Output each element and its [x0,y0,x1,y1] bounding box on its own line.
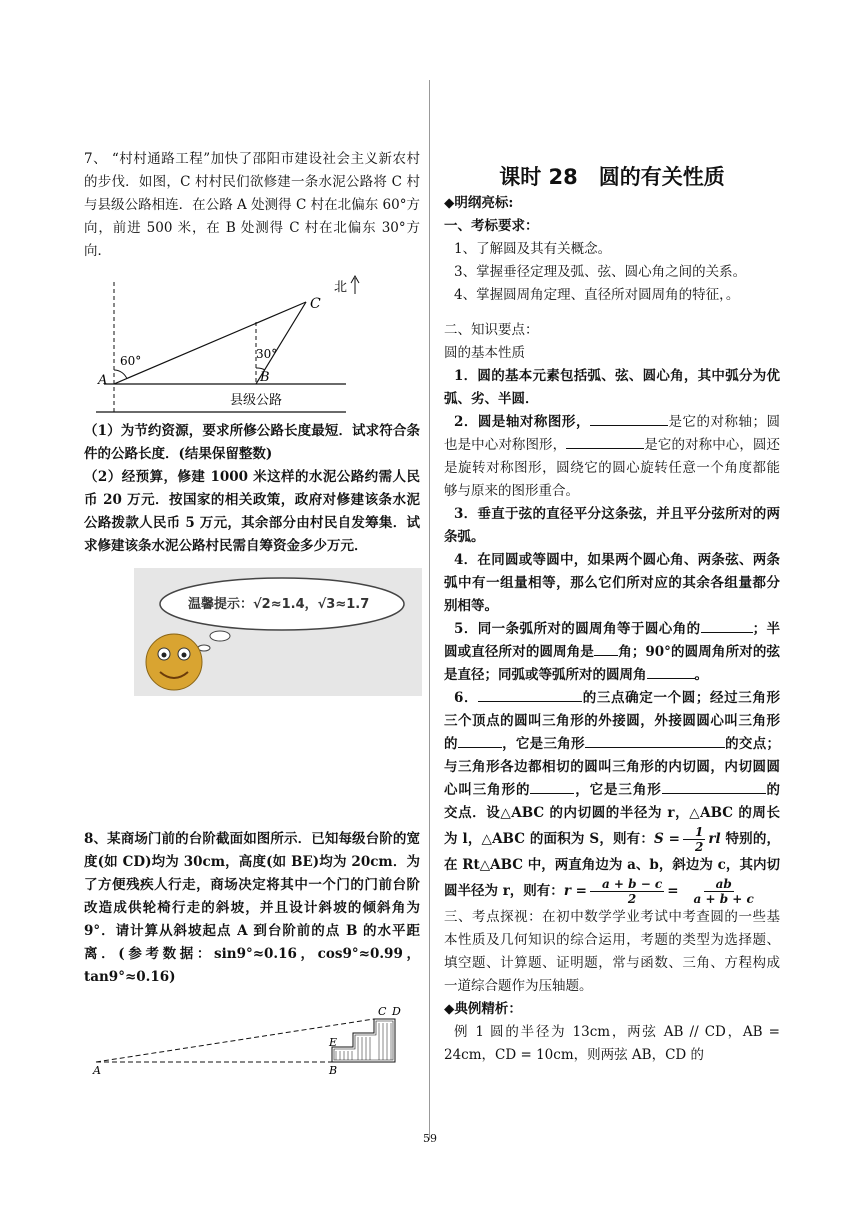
section-subheader-1: 一、考标要求： [444,218,539,234]
k6-text-a: 6． [454,690,479,706]
k2-text-a: 2．圆是轴对称图形， [454,414,590,430]
k2-blank-2 [566,434,644,449]
k6-text-b: 的三点确定一个圆；经过三角形三个顶点的圆叫三角形的外接圆，外接圆圆心叫三角形的 [444,690,780,752]
section-3: 三、考点探视：在初中数学学业考试中考查圆的一些基本性质及几何知识的综合运用，考题的类型为选择题、填空题、计算题、证明题，常与函数、三角、方程构成一道综合题作为压轴题。 [444,909,780,994]
road-label: 县级公路 [230,393,283,408]
k5-text-d: 。 [694,667,708,683]
k5-blank-1 [701,618,753,633]
knowledge-point-2 [444,411,780,503]
fraction-half [683,825,705,854]
fraction-r1 [590,877,664,906]
hint-text: 温馨提示：√2≈1.4，√3≈1.7 [188,597,370,612]
section-header-2: 二、知识要点： [444,322,539,338]
point-c-label-q8: C [378,1005,387,1018]
requirement-4: 4、掌握圆周角定理、直径所对圆周角的特征，。 [454,287,740,303]
fraction-r1-num: a + b − c [590,877,664,892]
q7-figure [84,272,374,417]
angle-60-label: 60° [120,354,142,368]
requirement-1: 1、了解圆及其有关概念。 [454,241,612,257]
page-number: 59 [423,1132,437,1145]
section-header-1: ◆明纲亮标: [444,195,514,211]
knowledge-point-4: 4．在同圆或等圆中，如果两个圆心角、两条弦、两条弧中有一组量相等，那么它们所对应的其余各组量都分别相等。 [444,552,780,614]
fraction-r2 [682,877,756,906]
k6-blank-1 [478,687,582,702]
k6-text-e: ，它是三角形 [574,782,662,798]
point-d-label-q8: D [392,1005,401,1018]
knowledge-point-3: 3．垂直于弦的直径平分这条弦，并且平分弦所对的两条弧。 [444,506,780,545]
angle-30-label: 30° [256,347,278,361]
k6-blank-2 [458,733,502,748]
k6-blank-5 [662,779,766,794]
point-a-label-q8: A [93,1064,101,1077]
k6-blank-3 [585,733,725,748]
formula-r-lhs: r = [563,883,587,899]
point-b-label-q8: B [329,1064,338,1077]
page-title: 课时 28 圆的有关性质 [499,165,725,189]
fraction-r1-den: 2 [627,892,637,906]
requirement-3: 3、掌握垂径定理及弧、弦、圆心角之间的关系。 [454,264,747,280]
section-header-4: ◆典例精析： [444,1001,522,1017]
question-7-parts [84,420,420,558]
q7-part2: （2）经预算，修建 1000 米这样的水泥公路约需人民币 20 万元．按国家的相关政策，政府对修建该条水泥公路拨款人民币 5 万元，其余部分由村民自发筹集．试求修建该条水泥公路村民需自筹资金多少万元． [84,469,420,554]
q8-text: 8、某商场门前的台阶截面如图所示．已知每级台阶的宽度(如 CD)均为 30cm，高度(如 BE)均为 20cm．为了方便残疾人行走，商场决定将其中一个门的门前台阶改造成供轮椅行走的斜坡，并且设计斜坡的倾斜角为 9°．请计算从斜坡起点 A 到台阶前的点 B 的水平距离．(参考数据：sin9°≈0.16，cos9°≈0.99，tan9°≈0.16) [84,831,420,985]
fraction-r2-den: a + b + c [693,892,754,906]
k5-text-a: 5．同一条弧所对的圆周角等于圆心角的 [454,621,701,637]
k2-text-c: 是它的对称中心，圆还是旋转对称图形，圆绕它的圆心旋转任意一个角度都能够与原来的图形重合。 [444,437,781,499]
q7-intro: 7、 “村村通路工程”加快了邵阳市建设社会主义新农村的步伐．如图，C 村村民们欲修建一条水泥公路将 C 村与县级公路相连．在公路 A 处测得 C 村在北偏东 60°方向，前进 500 米，在 B 处测得 C 村在北偏东 30°方向． [84,151,420,259]
k6-blank-4 [530,779,574,794]
example-1: 例 1 圆的半径为 13cm，两弦 AB // CD，AB = 24cm，CD = 10cm，则两弦 AB，CD 的 [444,1024,780,1063]
k6-text-g: 特别的，在 Rt△ABC 中，两直角边为 a、b，斜边为 c，其内切圆半径为 r，则有： [444,831,780,899]
point-b-label: B [260,370,270,385]
point-c-label: C [310,296,321,312]
k6-text-f: 的交点．设△ABC 的内切圆的半径为 r，△ABC 的周长为 l，△ABC 的面积为 S，则有： [444,782,781,847]
hint-illustration [134,568,422,696]
k6-text-c: ，它是三角形 [501,736,585,752]
k5-blank-3 [647,664,695,679]
formula-s-lhs: S = [654,831,680,847]
point-e-label-q8: E [329,1036,338,1049]
k5-blank-2 [594,641,618,656]
question-7 [84,148,420,263]
formula-equals: = [667,883,679,899]
column-divider [429,80,430,1140]
knowledge-point-5 [444,618,780,687]
north-label: 北 [334,280,348,295]
hint-box [134,568,422,696]
lesson-28 [444,162,780,1067]
basic-properties-heading: 圆的基本性质 [444,345,525,361]
formula-s-rhs: rl [708,831,721,847]
k2-text-b: 是它的对称轴；圆也是中心对称图形， [444,414,780,453]
q8-figure [84,1000,414,1080]
fraction-r2-num: ab [704,877,734,892]
fraction-half-num: 1 [683,825,705,840]
k5-text-b: ；半圆或直径所对的圆周角是 [444,621,780,660]
knowledge-point-1: 1．圆的基本元素包括弧、弦、圆心角，其中弧分为优弧、劣、半圆． [444,368,780,407]
point-a-label: A [98,373,108,388]
spacer [444,307,780,319]
k5-text-c: 角；90°的圆周角所对的弦是直径；同弧或等弧所对的圆周角 [444,644,780,683]
q7-part1: （1）为节约资源，要求所修公路长度最短．试求符合条件的公路长度．(结果保留整数) [84,423,420,462]
question-8 [84,828,420,989]
k2-blank-1 [590,411,668,426]
k6-text-d: 的交点；与三角形各边都相切的圆叫三角形的内切圆，内切圆圆心叫三角形的 [444,736,781,798]
knowledge-point-6 [444,687,780,906]
fraction-half-den: 2 [694,840,704,854]
